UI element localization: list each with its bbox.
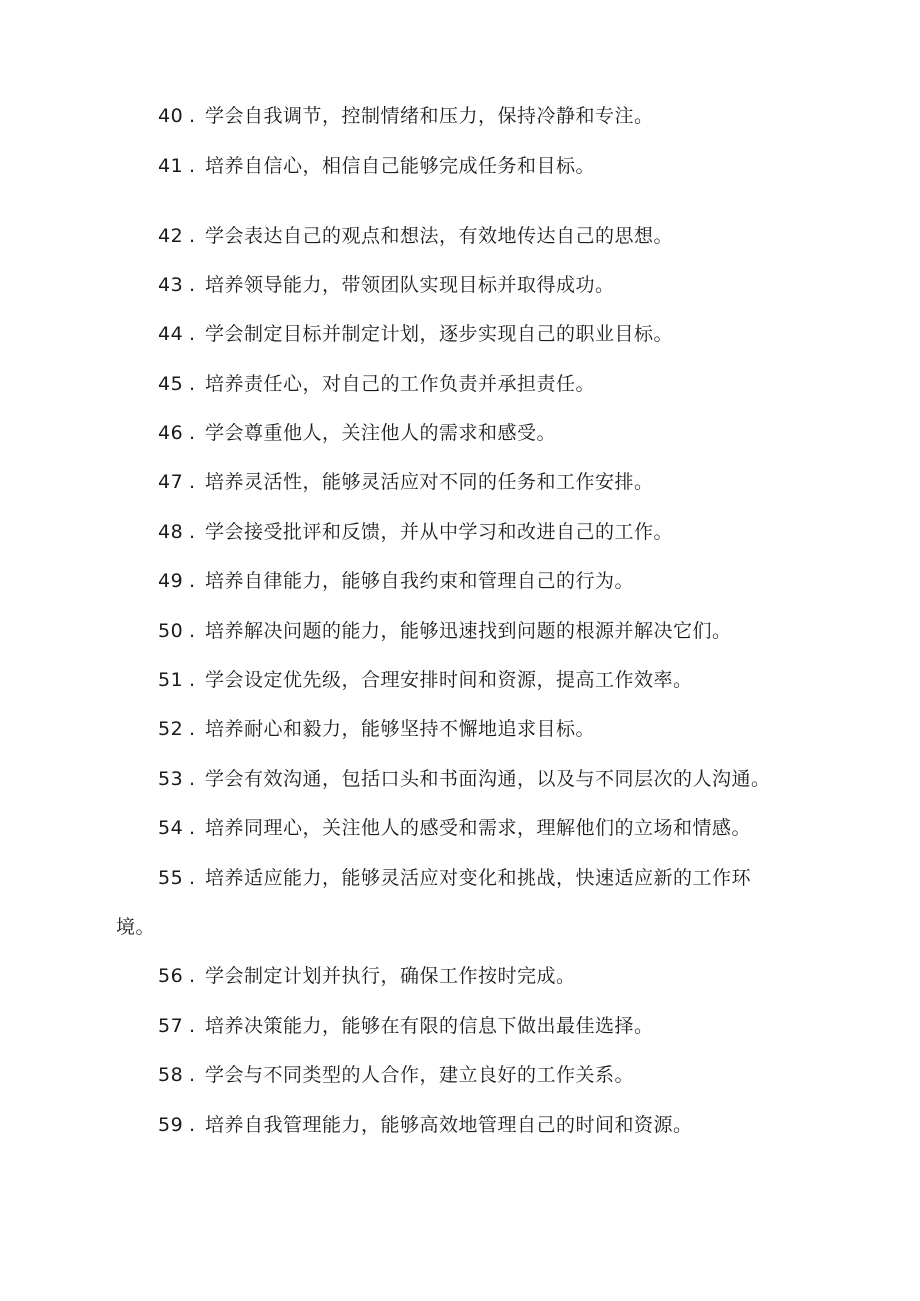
item-separator: .: [189, 471, 196, 493]
item-number: 48: [158, 521, 184, 543]
item-number: 51: [158, 669, 184, 691]
item-separator: .: [189, 373, 196, 395]
item-number: 55: [158, 867, 184, 889]
list-item: [0, 660, 920, 700]
item-text-continuation: 境。: [116, 916, 156, 938]
list-item: [0, 462, 920, 502]
item-number: 47: [158, 471, 184, 493]
item-number: 46: [158, 422, 184, 444]
list-item: [0, 808, 920, 848]
item-separator: .: [189, 155, 196, 177]
list-item: [0, 561, 920, 601]
item-number: 45: [158, 373, 184, 395]
item-separator: .: [189, 669, 196, 691]
list-item: [0, 96, 920, 136]
item-separator: .: [189, 274, 196, 296]
item-number: 52: [158, 718, 184, 740]
item-separator: .: [189, 225, 196, 247]
item-number: 41: [158, 155, 184, 177]
item-number: 44: [158, 323, 184, 345]
item-separator: .: [189, 1015, 196, 1037]
item-number: 57: [158, 1015, 184, 1037]
list-item: [0, 512, 920, 552]
item-text: 培养灵活性，能够灵活应对不同的任务和工作安排。: [205, 471, 654, 493]
item-separator: .: [189, 817, 196, 839]
list-item: [0, 858, 920, 898]
item-separator: .: [189, 422, 196, 444]
item-separator: .: [189, 768, 196, 790]
item-separator: .: [189, 620, 196, 642]
item-separator: .: [189, 867, 196, 889]
item-number: 53: [158, 768, 184, 790]
item-text: 学会表达自己的观点和想法，有效地传达自己的思想。: [205, 225, 674, 247]
item-text: 学会与不同类型的人合作，建立良好的工作关系。: [205, 1064, 635, 1086]
item-text: 学会自我调节，控制情绪和压力，保持冷静和专注。: [205, 105, 654, 127]
list-item: [0, 265, 920, 305]
list-item: [0, 1006, 920, 1046]
item-text: 培养解决问题的能力，能够迅速找到问题的根源并解决它们。: [205, 620, 732, 642]
item-text: 培养自我管理能力，能够高效地管理自己的时间和资源。: [205, 1114, 693, 1136]
item-number: 42: [158, 225, 184, 247]
list-item: [0, 1055, 920, 1095]
item-separator: .: [189, 323, 196, 345]
item-text: 培养责任心，对自己的工作负责并承担责任。: [205, 373, 596, 395]
item-number: 40: [158, 105, 184, 127]
item-number: 43: [158, 274, 184, 296]
item-separator: .: [189, 1064, 196, 1086]
item-number: 56: [158, 965, 184, 987]
item-text: 培养同理心，关注他人的感受和需求，理解他们的立场和情感。: [205, 817, 752, 839]
item-text: 学会接受批评和反馈，并从中学习和改进自己的工作。: [205, 521, 674, 543]
item-separator: .: [189, 570, 196, 592]
item-text: 培养自律能力，能够自我约束和管理自己的行为。: [205, 570, 635, 592]
item-text: 培养自信心，相信自己能够完成任务和目标。: [205, 155, 596, 177]
list-item: [0, 1105, 920, 1145]
item-number: 58: [158, 1064, 184, 1086]
list-item: [0, 413, 920, 453]
item-separator: .: [189, 1114, 196, 1136]
list-item: [0, 956, 920, 996]
item-text: 培养适应能力，能够灵活应对变化和挑战，快速适应新的工作环: [205, 867, 752, 889]
item-number: 50: [158, 620, 184, 642]
item-text: 培养耐心和毅力，能够坚持不懈地追求目标。: [205, 718, 596, 740]
list-item: [0, 759, 920, 799]
item-separator: .: [189, 521, 196, 543]
item-text: 培养决策能力，能够在有限的信息下做出最佳选择。: [205, 1015, 654, 1037]
item-text: 学会制定计划并执行，确保工作按时完成。: [205, 965, 576, 987]
item-text: 培养领导能力，带领团队实现目标并取得成功。: [205, 274, 615, 296]
list-item: [0, 611, 920, 651]
item-separator: .: [189, 105, 196, 127]
list-item: [0, 364, 920, 404]
item-separator: .: [189, 965, 196, 987]
item-number: 59: [158, 1114, 184, 1136]
item-text: 学会设定优先级，合理安排时间和资源，提高工作效率。: [205, 669, 693, 691]
list-item: [0, 314, 920, 354]
item-number: 49: [158, 570, 184, 592]
item-text: 学会尊重他人，关注他人的需求和感受。: [205, 422, 557, 444]
list-item: [0, 216, 920, 256]
item-text: 学会制定目标并制定计划，逐步实现自己的职业目标。: [205, 323, 674, 345]
list-item: [0, 146, 920, 186]
item-text: 学会有效沟通，包括口头和书面沟通，以及与不同层次的人沟通。: [205, 768, 771, 790]
item-separator: .: [189, 718, 196, 740]
list-item: [0, 709, 920, 749]
item-number: 54: [158, 817, 184, 839]
